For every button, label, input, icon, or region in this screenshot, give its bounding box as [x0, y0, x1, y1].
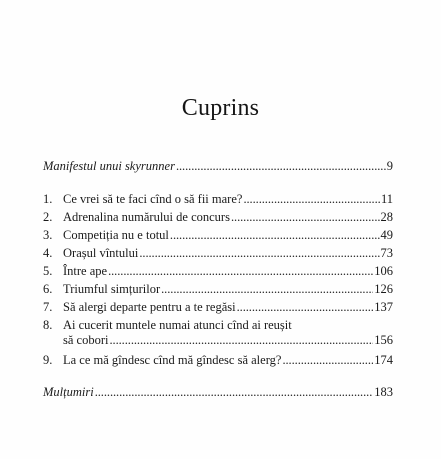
toc-entry-label: Triumful simțurilor: [63, 282, 161, 296]
toc-entry-label-line-1: Ai cucerit muntele numai atunci cînd ai reușit: [63, 318, 292, 332]
toc-entry-label: Mulțumiri: [43, 385, 94, 399]
dot-leader: [231, 210, 380, 225]
toc-entry-label: Să alergi departe pentru a te regăsi: [63, 300, 236, 314]
toc-entry-number: 4.: [43, 246, 53, 260]
toc-entry-page: 126: [374, 282, 393, 296]
toc-entry-number: 1.: [43, 192, 53, 206]
toc-entry-chapter-3: [43, 228, 393, 243]
dot-leader: [108, 264, 373, 279]
toc-entry-label: Orașul vîntului: [63, 246, 139, 260]
toc-entry-label: La ce mă gîndesc cînd mă gîndesc să alerg?: [63, 353, 282, 367]
toc-entry-label-line-2: să cobori: [63, 333, 109, 347]
toc-entry-page: 174: [374, 353, 393, 367]
toc-entry-intro: [43, 159, 393, 174]
dot-leader: [282, 353, 373, 368]
toc-entry-chapter-5: [43, 264, 393, 279]
toc-entry-label: Între ape: [63, 264, 108, 278]
toc-entry-chapter-4: [43, 246, 393, 261]
toc-entry-chapter-7: [43, 300, 393, 315]
toc-entry-page: 11: [380, 192, 393, 206]
toc-entry-page: 183: [374, 385, 393, 399]
toc-entry-page: 73: [380, 246, 393, 260]
toc-entry-chapter-8: [43, 318, 393, 348]
toc-entry-outro: [43, 385, 393, 400]
dot-leader: [95, 385, 374, 400]
toc-entry-page: 106: [374, 264, 393, 278]
toc-entry-page: 9: [386, 159, 393, 173]
dot-leader: [161, 282, 373, 297]
toc-entry-chapter-9: [43, 353, 393, 368]
toc-entry-page: 156: [374, 333, 393, 347]
toc-entry-number: 3.: [43, 228, 53, 242]
toc-entry-number: 2.: [43, 210, 53, 224]
toc-entry-number: 6.: [43, 282, 53, 296]
toc-entry-chapter-6: [43, 282, 393, 297]
toc-entry-number: 5.: [43, 264, 53, 278]
dot-leader: [139, 246, 379, 261]
toc-entry-label: Adrenalina numărului de concurs: [63, 210, 230, 224]
dot-leader: [176, 159, 386, 174]
toc-entry-label: Competiția nu e totul: [63, 228, 169, 242]
toc-entry-chapter-2: [43, 210, 393, 225]
toc-entry-number: 9.: [43, 353, 53, 367]
page-title: Cuprins: [181, 95, 260, 121]
toc-entry-number: 7.: [43, 300, 53, 314]
toc-entry-label: Ce vrei să te faci cînd o să fii mare?: [63, 192, 243, 206]
dot-leader: [109, 333, 373, 348]
toc-entry-page: 28: [380, 210, 393, 224]
toc-entry-number: 8.: [43, 318, 53, 332]
dot-leader: [237, 300, 374, 315]
dot-leader: [170, 228, 380, 243]
toc-entry-label: Manifestul unui skyrunner: [43, 159, 175, 173]
toc-entry-chapter-1: [43, 192, 393, 207]
dot-leader: [243, 192, 380, 207]
toc-entry-page: 49: [380, 228, 393, 242]
toc-entry-page: 137: [374, 300, 393, 314]
